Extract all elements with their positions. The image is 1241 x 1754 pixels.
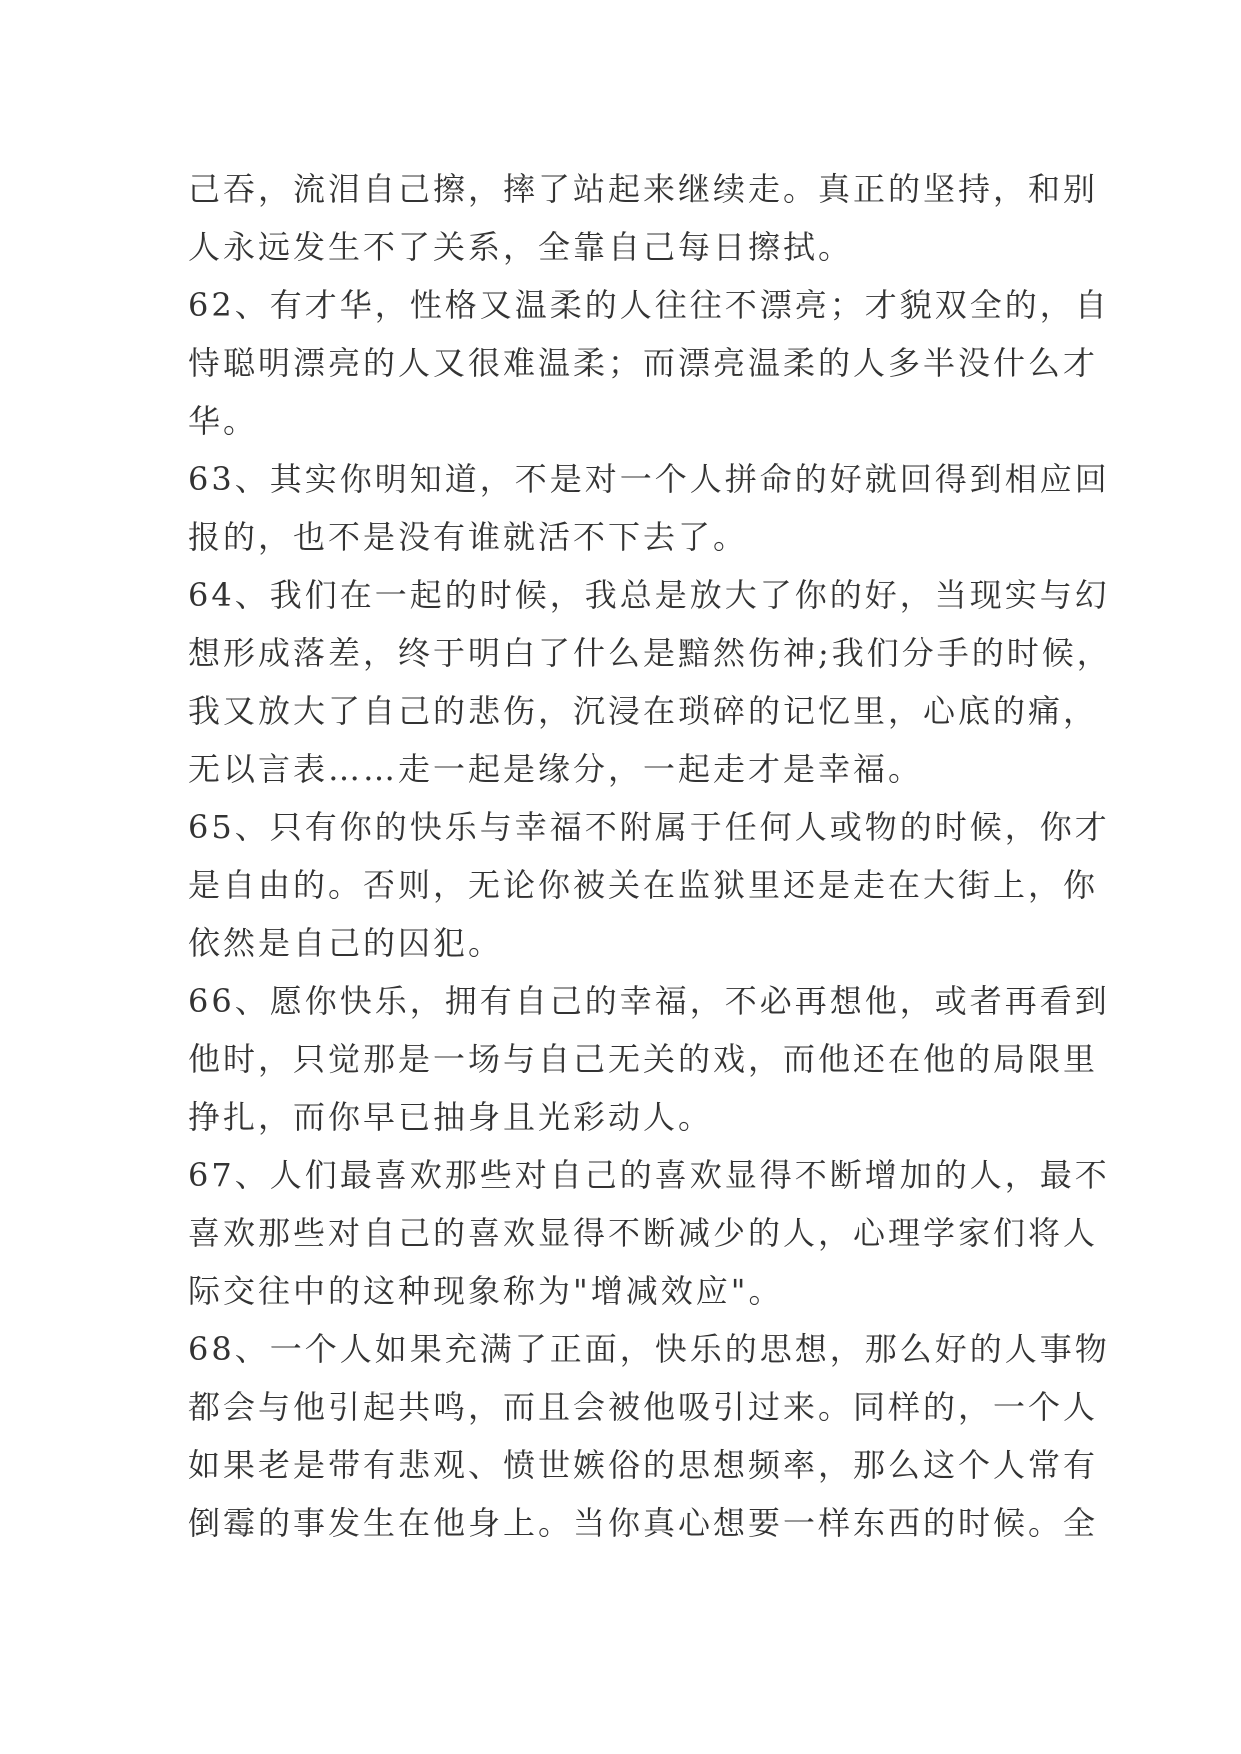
text-line: 报的，也不是没有谁就活不下去了。	[188, 518, 749, 556]
text-line: 67、人们最喜欢那些对自己的喜欢显得不断增加的人，最不	[188, 1156, 1110, 1194]
text-line: 65、只有你的快乐与幸福不附属于任何人或物的时候，你才	[188, 808, 1110, 846]
text-line: 依然是自己的囚犯。	[188, 924, 504, 962]
text-line: 64、我们在一起的时候，我总是放大了你的好，当现实与幻	[188, 576, 1110, 614]
text-line: 喜欢那些对自己的喜欢显得不断减少的人，心理学家们将人	[188, 1214, 1099, 1252]
text-line: 63、其实你明知道，不是对一个人拼命的好就回得到相应回	[188, 460, 1110, 498]
text-line: 无以言表……走一起是缘分，一起走才是幸福。	[188, 750, 924, 788]
text-line: 是自由的。否则，无论你被关在监狱里还是走在大街上，你	[188, 866, 1099, 904]
text-line: 68、一个人如果充满了正面，快乐的思想，那么好的人事物	[188, 1330, 1110, 1368]
text-line: 62、有才华，性格又温柔的人往往不漂亮；才貌双全的，自	[188, 286, 1110, 324]
text-line: 倒霉的事发生在他身上。当你真心想要一样东西的时候。全	[188, 1504, 1099, 1542]
text-line: 都会与他引起共鸣，而且会被他吸引过来。同样的，一个人	[188, 1388, 1099, 1426]
text-line: 我又放大了自己的悲伤，沉浸在琐碎的记忆里，心底的痛，	[188, 692, 1099, 730]
text-line: 恃聪明漂亮的人又很难温柔；而漂亮温柔的人多半没什么才	[188, 344, 1099, 382]
text-line: 华。	[188, 402, 259, 440]
text-line: 如果老是带有悲观、愤世嫉俗的思想频率，那么这个人常有	[188, 1446, 1099, 1484]
text-line: 他时，只觉那是一场与自己无关的戏，而他还在他的局限里	[188, 1040, 1099, 1078]
text-line: 想形成落差，终于明白了什么是黯然伤神;我们分手的时候，	[188, 634, 1112, 672]
text-line: 挣扎，而你早已抽身且光彩动人。	[188, 1098, 714, 1136]
text-line: 际交往中的这种现象称为"增减效应"。	[188, 1272, 784, 1310]
text-line: 己吞，流泪自己擦，摔了站起来继续走。真正的坚持，和别	[188, 170, 1099, 208]
body-text	[188, 160, 1112, 1552]
text-line: 66、愿你快乐，拥有自己的幸福，不必再想他，或者再看到	[188, 982, 1110, 1020]
text-line: 人永远发生不了关系，全靠自己每日擦拭。	[188, 228, 854, 266]
